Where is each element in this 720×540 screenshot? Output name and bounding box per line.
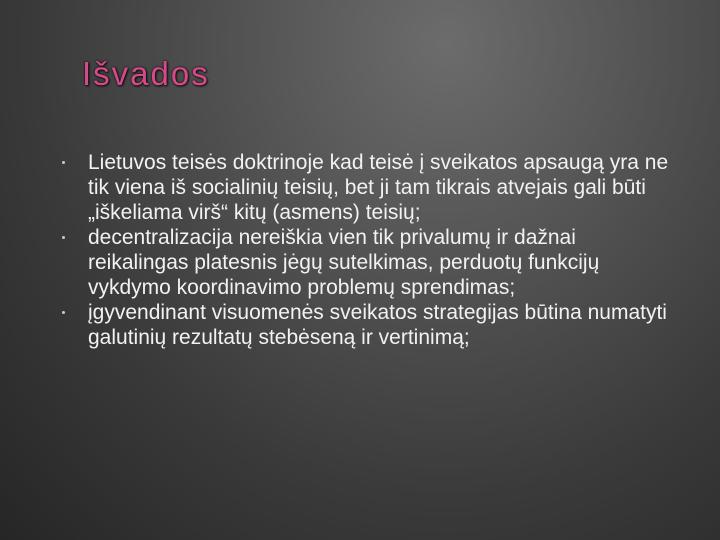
bullet-dot-icon <box>62 311 65 314</box>
bullet-dot-icon <box>62 236 65 239</box>
slide-title: Išvados <box>82 55 210 92</box>
bullet-item <box>62 225 682 300</box>
bullet-item <box>62 150 682 225</box>
bullet-dot-icon <box>62 161 65 164</box>
bullet-list <box>62 150 682 350</box>
bullet-text: decentralizacija nereiškia vien tik privalumų ir dažnai reikalingas platesnis jėgų sutelkimas, perduotų funkcijų vykdymo koordinavimo problemų sprendimas; <box>88 226 600 299</box>
bullet-item <box>62 300 682 350</box>
bullet-text: įgyvendinant visuomenės sveikatos strategijas būtina numatyti galutinių rezultatų stebėseną ir vertinimą; <box>88 301 667 349</box>
bullet-text: Lietuvos teisės doktrinoje kad teisė į sveikatos apsaugą yra ne tik viena iš socialinių teisių, bet ji tam tikrais atvejais gali būti „iškeliama virš“ kitų (asmens) teisių; <box>88 151 669 224</box>
